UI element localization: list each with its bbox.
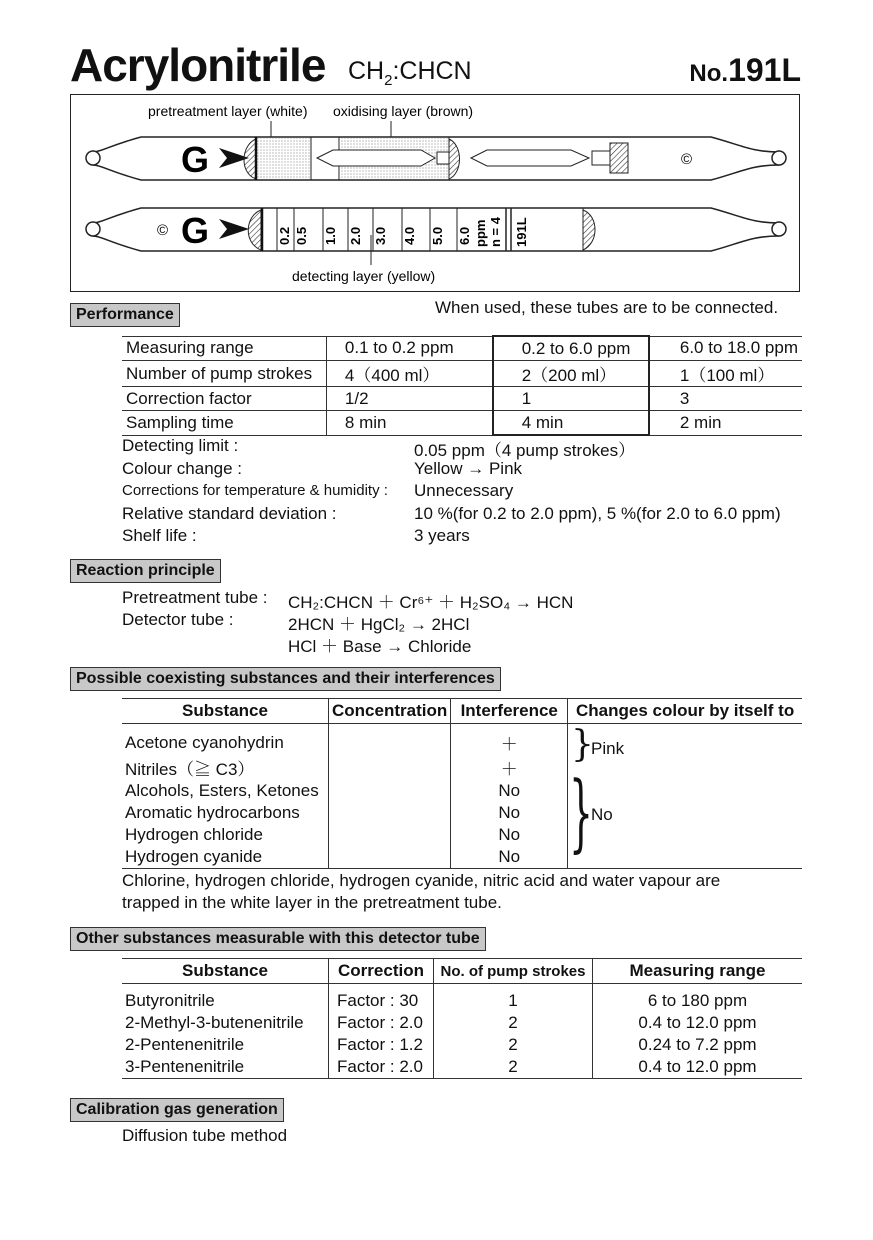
label-oxidising: oxidising layer (brown): [333, 103, 474, 119]
performance-cell-a: 8 min: [326, 411, 492, 436]
spec-label: Colour change :: [122, 458, 243, 478]
col-interference: Interference: [451, 699, 568, 724]
performance-cell-a: 0.1 to 0.2 ppm: [326, 336, 492, 361]
concentration-cell: [329, 724, 451, 756]
section-reaction-principle: Reaction principle: [70, 559, 221, 583]
product-number-prefix: No.: [689, 60, 729, 87]
section-calibration: Calibration gas generation: [70, 1098, 284, 1122]
spec-value: 3 years: [414, 526, 470, 545]
page-title: Acrylonitrile: [70, 39, 326, 91]
section-interferences: Possible coexisting substances and their interferences: [70, 667, 501, 691]
concentration-cell: [329, 846, 451, 869]
interference-cell: ＋: [451, 755, 568, 780]
substance-cell: Acetone cyanohydrin: [122, 724, 329, 756]
performance-cell-b: 0.2 to 6.0 ppm: [493, 336, 649, 361]
other-substance-row: [122, 1056, 802, 1079]
scale-unit: ppm: [473, 219, 488, 247]
performance-cell-a: 4（400 ml）: [326, 361, 492, 387]
interference-cell: No: [451, 846, 568, 869]
other-correction-cell: Factor : 30: [329, 984, 434, 1013]
pretreatment-label: Pretreatment tube :: [122, 588, 268, 607]
substance-cell: Aromatic hydrocarbons: [122, 802, 329, 824]
connection-note: When used, these tubes are to be connected.: [435, 298, 779, 317]
other-substance-row: [122, 984, 802, 1013]
performance-row: [122, 336, 802, 361]
g-logo-icon: G: [181, 139, 210, 180]
concentration-cell: [329, 802, 451, 824]
spec-label: Relative standard deviation :: [122, 503, 337, 523]
label-pretreatment: pretreatment layer (white): [148, 103, 308, 119]
detector-label: Detector tube :: [122, 610, 234, 629]
performance-cell-label: Measuring range: [122, 336, 326, 361]
performance-cell-b: 4 min: [493, 411, 649, 436]
other-strokes-cell: 2: [434, 1012, 593, 1034]
pretreatment-tube: [86, 137, 786, 180]
tube-diagram: [70, 94, 800, 292]
other-correction-cell: Factor : 1.2: [329, 1034, 434, 1056]
colour-change-pink: Pink: [591, 739, 625, 758]
other-substance-row: [122, 1034, 802, 1056]
other-substance-cell: 3-Pentenenitrile: [122, 1056, 329, 1079]
section-other-substances: Other substances measurable with this detector tube: [70, 927, 486, 951]
scale-label: 3.0: [373, 226, 388, 245]
formula-main: CH: [348, 57, 385, 85]
substance-cell: Alcohols, Esters, Ketones: [122, 780, 329, 802]
interference-cell: No: [451, 802, 568, 824]
col-other-substance: Substance: [122, 959, 329, 984]
section-performance: Performance: [70, 303, 180, 327]
other-substance-cell: 2-Pentenenitrile: [122, 1034, 329, 1056]
scale-label: 5.0: [430, 226, 445, 245]
colour-change-no: No: [591, 805, 613, 824]
performance-row: [122, 411, 802, 436]
other-substance-row: [122, 1012, 802, 1034]
substance-cell: Hydrogen chloride: [122, 824, 329, 846]
performance-row: [122, 361, 802, 387]
colour-cell: [568, 780, 802, 802]
performance-table: [122, 335, 802, 436]
interference-cell: No: [451, 824, 568, 846]
other-correction-cell: Factor : 2.0: [329, 1012, 434, 1034]
scale-label: 1.0: [323, 226, 338, 245]
other-range-cell: 0.4 to 12.0 ppm: [638, 1013, 757, 1032]
other-range-cell: 0.4 to 12.0 ppm: [593, 1056, 803, 1079]
calibration-method: Diffusion tube method: [122, 1126, 288, 1145]
scale-label: 4.0: [402, 226, 417, 245]
product-number-value: 191L: [728, 52, 801, 88]
scale-tube_code: 191L: [514, 217, 529, 247]
colour-cell: [568, 824, 802, 846]
performance-cell-a: 1/2: [326, 387, 492, 411]
performance-cell-label: Sampling time: [122, 411, 326, 436]
spec-label: Corrections for temperature & humidity :: [122, 482, 388, 499]
interference-cell: ＋: [451, 724, 568, 756]
other-strokes-cell: 2: [434, 1034, 593, 1056]
concentration-cell: [329, 780, 451, 802]
performance-cell-c: 2 min: [649, 411, 802, 436]
performance-cell-c: 1（100 ml）: [649, 361, 802, 387]
col-concentration: Concentration: [329, 699, 451, 724]
colour-cell: [568, 846, 802, 869]
spec-label: Detecting limit :: [122, 436, 239, 455]
interference-table: [122, 698, 802, 869]
concentration-cell: [329, 755, 451, 780]
scale-label: 0.2: [277, 226, 292, 245]
spec-value: 0.05 ppm（4 pump strokes）: [414, 441, 636, 460]
detector-equation-1: 2HCN ＋ HgCl₂ → 2HCl: [288, 615, 470, 634]
performance-cell-label: Correction factor: [122, 387, 326, 411]
substance-cell: Hydrogen cyanide: [122, 846, 329, 869]
col-substance: Substance: [122, 699, 329, 724]
scale-label: 6.0: [457, 226, 472, 245]
detector-tube: [86, 208, 786, 251]
interference-row: [122, 824, 802, 846]
performance-cell-c: 3: [649, 387, 802, 411]
concentration-cell: [329, 824, 451, 846]
performance-cell-label: Number of pump strokes: [122, 361, 326, 387]
spec-value: Unnecessary: [414, 481, 514, 500]
performance-cell-b: 2（200 ml）: [493, 361, 649, 387]
other-substances-table: [122, 958, 802, 1079]
other-correction-cell: Factor : 2.0: [329, 1056, 434, 1079]
interference-row: [122, 755, 802, 780]
pretreatment-equation: CH₂:CHCN ＋ Cr⁶⁺ ＋ H₂SO₄ → HCN: [288, 593, 574, 612]
scale-label: 2.0: [348, 226, 363, 245]
interference-row: [122, 802, 802, 824]
detector-equation-2: HCl ＋ Base → Chloride: [288, 637, 472, 656]
chemical-formula: [348, 57, 472, 89]
interference-row: [122, 846, 802, 869]
performance-cell-c: 6.0 to 18.0 ppm: [649, 336, 802, 361]
copyright-mark-1: ©: [681, 151, 693, 168]
formula-subscript: 2: [384, 72, 393, 89]
other-substance-cell: 2-Methyl-3-butenenitrile: [122, 1012, 329, 1034]
interference-note-2: trapped in the white layer in the pretreatment tube.: [122, 893, 502, 912]
interference-cell: No: [451, 780, 568, 802]
scale-label: 0.5: [294, 226, 309, 245]
performance-row: [122, 387, 802, 411]
other-strokes-cell: 2: [434, 1056, 593, 1079]
col-changes-colour: Changes colour by itself to: [568, 699, 802, 724]
product-number: [689, 52, 801, 89]
other-strokes-cell: 1: [434, 984, 593, 1013]
other-range-cell: 0.24 to 7.2 ppm: [638, 1035, 757, 1054]
other-substance-cell: Butyronitrile: [122, 984, 329, 1013]
spec-value: Yellow → Pink: [414, 458, 523, 478]
other-range-cell: 6 to 180 ppm: [647, 991, 748, 1010]
label-detecting: detecting layer (yellow): [292, 268, 436, 284]
scale-strokes: n = 4: [488, 217, 503, 247]
col-pump-strokes: No. of pump strokes: [434, 959, 593, 984]
brace-no-icon: }: [569, 763, 594, 861]
interference-note-1: Chlorine, hydrogen chloride, hydrogen cyanide, nitric acid and water vapour are: [122, 871, 721, 890]
col-measuring-range: Measuring range: [593, 959, 803, 984]
tube-illustration: [71, 95, 798, 290]
brace-pink-icon: }: [571, 724, 594, 765]
spec-label: Shelf life :: [122, 526, 197, 545]
copyright-mark-2: ©: [157, 222, 169, 239]
spec-value: 10 %(for 0.2 to 2.0 ppm), 5 %(for 2.0 to 6.0 ppm): [414, 503, 781, 523]
performance-cell-b: 1: [493, 387, 649, 411]
interference-row: [122, 780, 802, 802]
col-correction: Correction: [329, 959, 434, 984]
g-logo-icon-2: G: [181, 210, 210, 251]
formula-rest: :CHCN: [392, 57, 472, 85]
interference-row: [122, 724, 802, 756]
substance-cell: Nitriles（≧ C3）: [122, 755, 329, 780]
